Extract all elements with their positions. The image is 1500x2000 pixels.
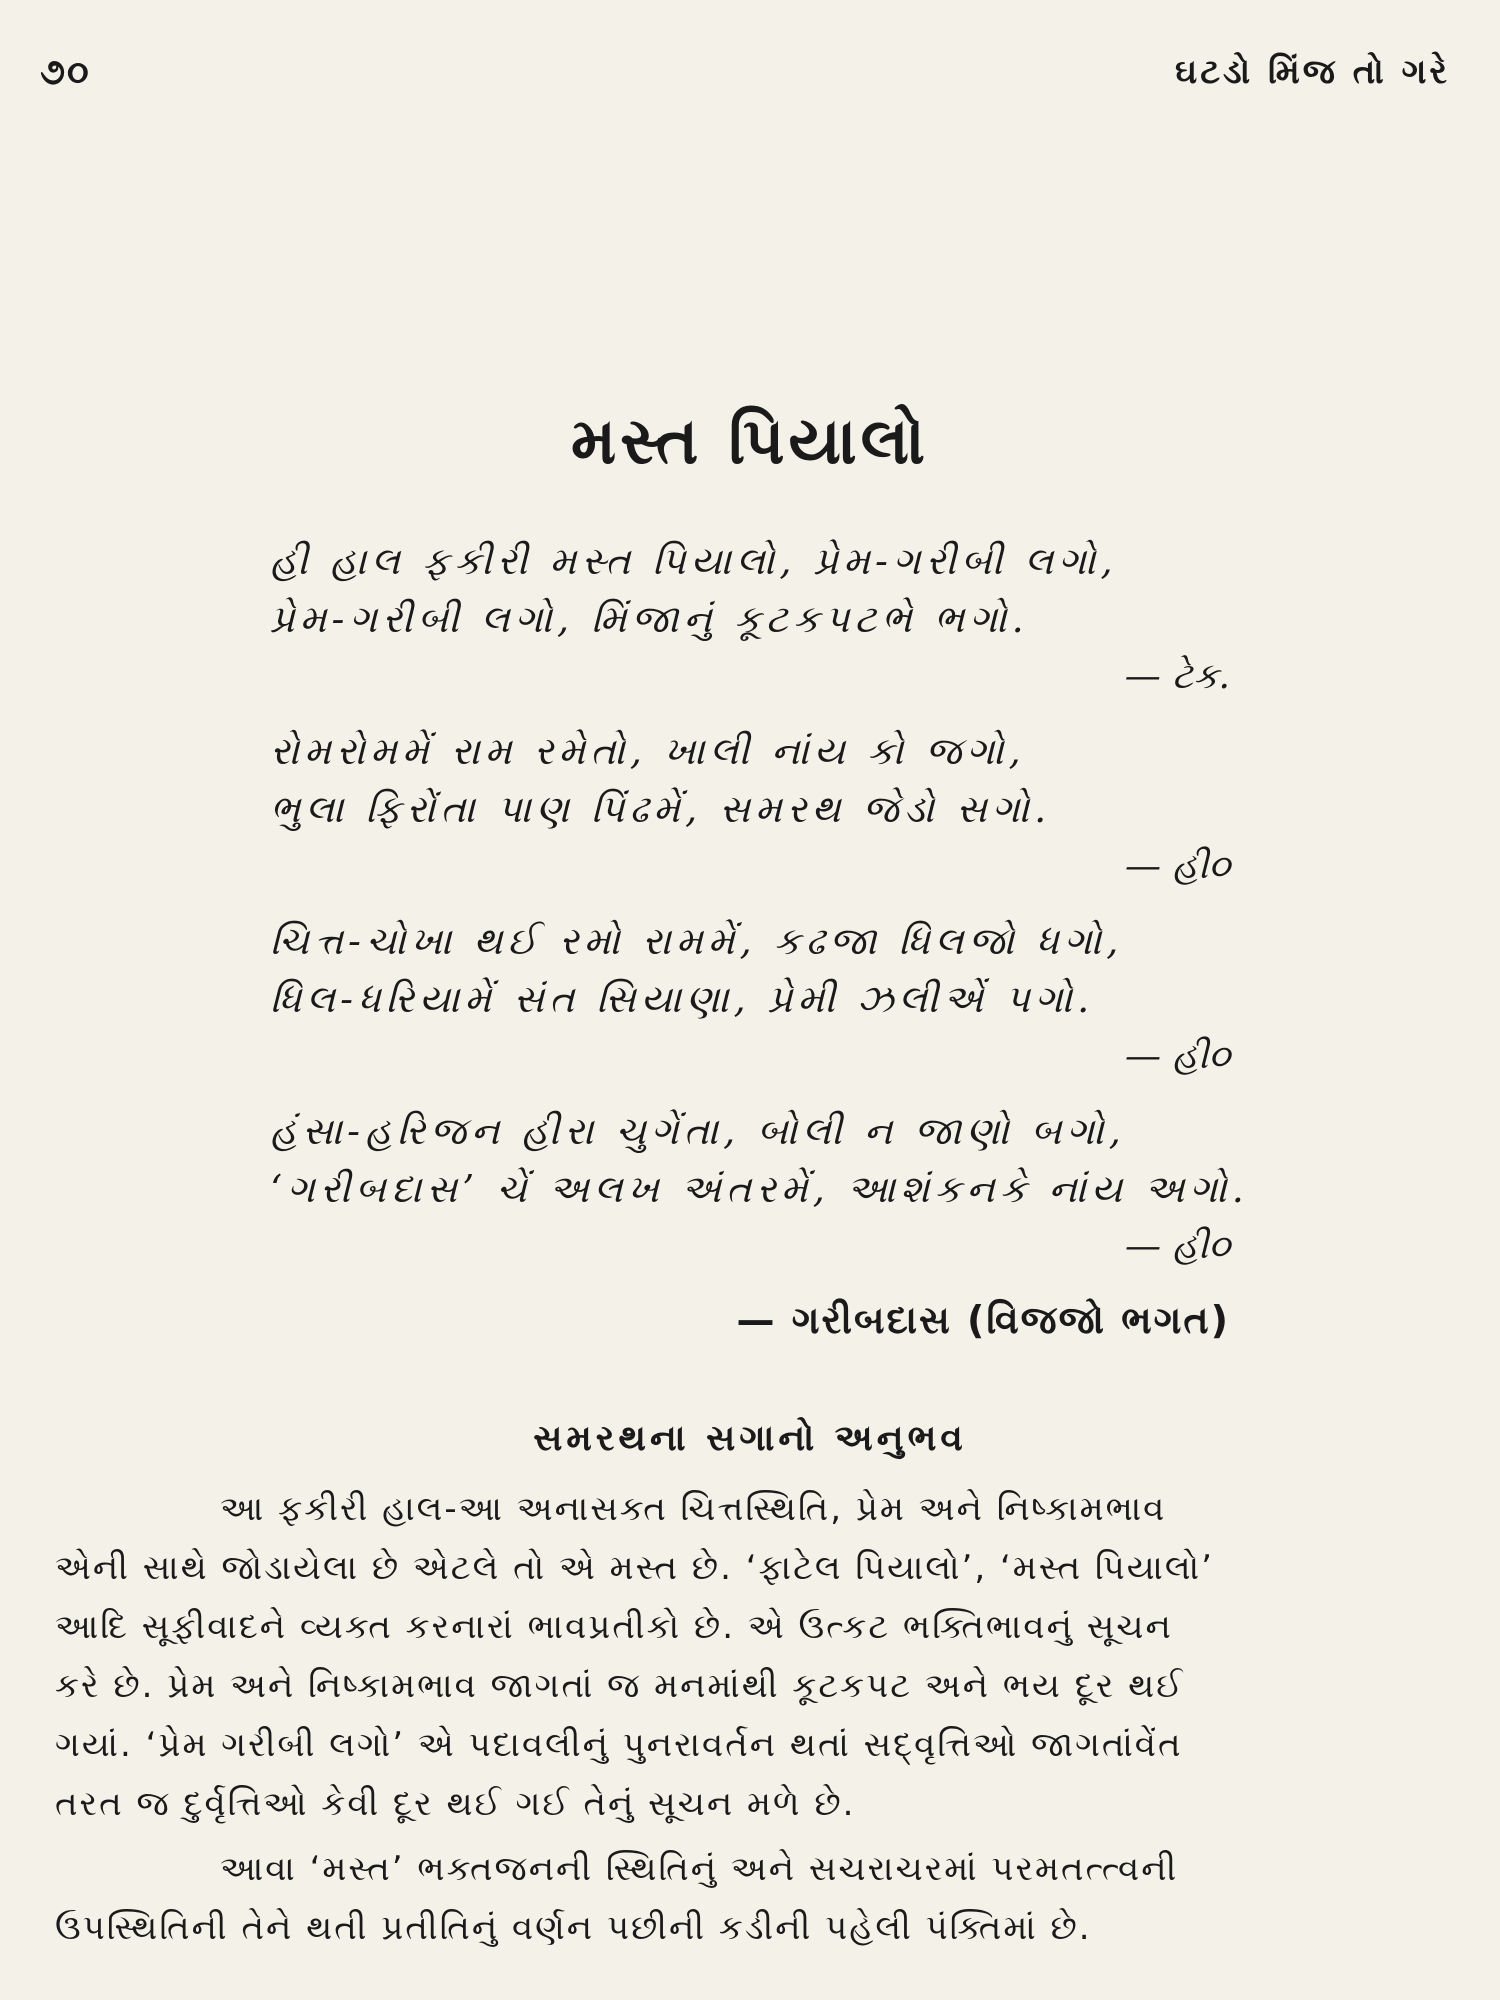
paragraph-line: ઉપસ્થિતિની તેને થતી પ્રતીતિનું વર્ણન પછીની કડીની પહેલી પંક્તિમાં છે. — [55, 1908, 1092, 1948]
verse-line: રોમરોમમેં રામ રમેતો, ખાલી નાંય કો જગો, — [270, 729, 1026, 773]
verse-line: ચિત્ત-ચોખા થઈ રમો રામમેં, કઢજા ધિલજો ધગો, — [270, 919, 1124, 963]
paragraph-line: કરે છે. પ્રેમ અને નિષ્કામભાવ જાગતાં જ મનમાંથી કૂટકપટ અને ભય દૂર થઈ — [55, 1666, 1185, 1706]
refrain-marker: — હી૦ — [1124, 1226, 1230, 1267]
stanza-3 — [270, 912, 1230, 1086]
refrain-marker: — હી૦ — [1124, 1036, 1230, 1077]
poem-author: — ગરીબદાસ (વિજજો ભગત) — [736, 1298, 1230, 1342]
verse-line: ભુલા ફિરોંતા પાણ પિંઢમેં, સમરથ જેડો સગો. — [270, 787, 1052, 831]
paragraph-1 — [55, 1480, 1455, 1834]
verse-line: પ્રેમ-ગરીબી લગો, મિંજાનું કૂટકપટભે ભગો. — [270, 597, 1029, 641]
stanza-2 — [270, 722, 1230, 896]
page-number: ૭૦ — [40, 52, 91, 93]
poem-title: મસ્ત પિયાલો — [570, 405, 930, 479]
verse-line: ધિલ-ધરિયામેં સંત સિયાણા, પ્રેમી ઝલીએં પગો. — [270, 977, 1095, 1021]
refrain-marker: — ટેક. — [1124, 656, 1230, 697]
section-heading: સમરથના સગાનો અનુભવ — [533, 1418, 967, 1459]
refrain-marker: — હી૦ — [1124, 846, 1230, 887]
page-header — [40, 52, 1450, 102]
paragraph-line: એની સાથે જોડાયેલા છે એટલે તો એ મસ્ત છે. ‘ફાટેલ પિયાલો’, ‘મસ્ત પિયાલો’ — [55, 1548, 1214, 1588]
paragraph-line: તરત જ દુર્વૃત્તિઓ કેવી દૂર થઈ ગઈ તેનું સૂચન મળે છે. — [55, 1784, 856, 1824]
paragraph-line: આવા ‘મસ્ત’ ભક્તજનની સ્થિતિનું અને સચરાચરમાં પરમતત્ત્વની — [220, 1849, 1179, 1889]
paragraph-line: આદિ સૂફીવાદને વ્યક્ત કરનારાં ભાવપ્રતીકો છે. એ ઉત્કટ ભક્તિભાવનું સૂચન — [55, 1607, 1173, 1647]
paragraph-2 — [55, 1840, 1455, 1958]
verse-line: ‘ગરીબદાસ’ ચેં અલખ અંતરમેં, આશંકનકે નાંય અગો. — [270, 1167, 1249, 1211]
paragraph-line: ગયાં. ‘પ્રેમ ગરીબી લગો’ એ પદાવલીનું પુનરાવર્તન થતાં સદ્‌વૃત્તિઓ જાગતાંવેંત — [55, 1725, 1183, 1765]
stanza-1 — [270, 532, 1230, 706]
stanza-4 — [270, 1102, 1249, 1276]
paragraph-line: આ ફકીરી હાલ-આ અનાસક્ત ચિત્તસ્થિતિ, પ્રેમ અને નિષ્કામભાવ — [220, 1489, 1167, 1529]
verse-line: હંસા-હરિજન હીરા ચુગેંતા, બોલી ન જાણો બગો, — [270, 1109, 1126, 1153]
running-title: ઘટડો મિંજ તો ગરે — [1175, 52, 1450, 92]
verse-line: હી હાલ ફકીરી મસ્ત પિયાલો, પ્રેમ-ગરીબી લગો, — [270, 539, 1118, 583]
